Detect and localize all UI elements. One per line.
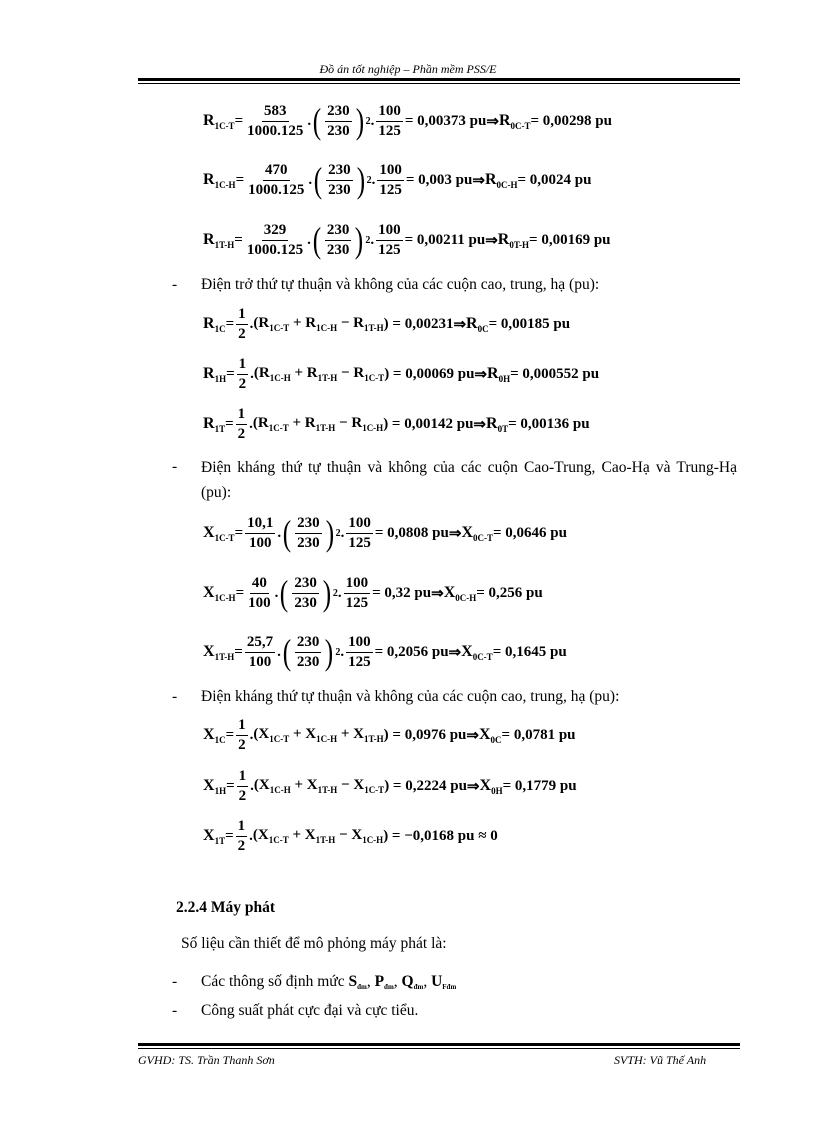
symbol-p: $P_{đm}$: [374, 973, 394, 991]
x-eq-base-ratio: $\frac{100}{125}$: [345, 574, 369, 611]
x-eq-result: = 0,0808 pu: [374, 524, 449, 541]
r-half-eq-lhs: $R_{1H}$: [203, 364, 227, 384]
x-half-eq-zero-seq: $X_{0H}$: [479, 776, 503, 796]
r-half-eq-zero-seq: $R_{0C}$: [466, 314, 489, 334]
symbol-q: $Q_{đm}$: [401, 973, 424, 991]
r-eq-zero-seq: $R_{0T-H}$: [497, 230, 530, 250]
x-half-eq-result: ) = 0,2224 pu: [384, 777, 467, 794]
r-half-eq-row: $R_{1T}$ = $\frac{1}{2}$ . ($R_{1C-T} + R_{1T-H} - R_{1C-H}$ ) = 0,00142 pu ⇒ $R_{0T}$ = 0,00136 pu: [203, 405, 590, 442]
r-half-eq-sum: ($R_{1C-H} + R_{1T-H} - R_{1C-T}$: [253, 365, 385, 383]
x-eq-row: $X_{1T-H}$ = $\frac{25,7}{100}$ . ( $\frac{230}{230}$ ) 2 . $\frac{100}{125}$ = 0,2056 pu ⇒ $X_{0C-T}$ = 0,1645 pu: [203, 632, 567, 672]
x-half-eq-sum: ($X_{1C-T} + X_{1T-H} - X_{1C-H}$: [252, 827, 384, 845]
r-half-eq-arrow: ⇒: [473, 416, 486, 433]
footer-rule-thin: [138, 1048, 740, 1049]
r-half-eq-sum: ($R_{1C-T} + R_{1T-H} - R_{1C-H}$: [252, 415, 384, 433]
r-eq-voltage-ratio: $\frac{230}{230}$: [328, 161, 351, 198]
r-eq-result: = 0,00373 pu: [404, 112, 487, 129]
r-eq-exponent: 2: [365, 234, 371, 246]
x-half-eq-arrow: ⇒: [466, 778, 480, 795]
r-eq-lhs: $R_{1C-T}$: [203, 111, 235, 131]
page-header-title: Đồ án tốt nghiệp – Phần mềm PSS/E: [319, 62, 497, 76]
footer-rule-thick: [138, 1043, 740, 1046]
r-eq-arrow: ⇒: [472, 172, 485, 189]
x-eq-base-ratio: $\frac{100}{125}$: [348, 633, 371, 670]
x-eq-zero-seq: $X_{0C-H}$: [443, 583, 477, 603]
r-half-eq-half: $\frac{1}{2}$: [238, 355, 247, 392]
x-eq-lhs: $X_{1C-T}$: [203, 523, 235, 543]
x-eq-result: = 0,32 pu: [372, 584, 432, 601]
r-half-eq-arrow: ⇒: [453, 316, 467, 333]
bullet-dash: -: [172, 458, 178, 475]
r-eq-result: = 0,00211 pu: [404, 231, 486, 248]
x-eq-zero-result: = 0,1645 pu: [492, 643, 567, 660]
x-half-eq-arrow: ⇒: [466, 727, 479, 744]
section-heading: 2.2.4 Máy phát: [176, 899, 276, 916]
bullet-reactance-windings-text: Điện kháng thứ tự thuận và không của các cuộn cao, trung, hạ (pu):: [201, 688, 620, 705]
header-rule-thick: [138, 78, 740, 81]
r-eq-row: $R_{1T-H}$ = $\frac{329}{1000.125}$ . ( $\frac{230}{230}$ ) 2 . $\frac{100}{125}$ = 0,00211 pu ⇒ $R_{0T-H}$ = 0,00169 pu: [203, 220, 611, 260]
r-half-eq-lhs: $R_{1T}$: [203, 414, 226, 434]
x-half-eq-sum: ($X_{1C-T} + X_{1C-H} + X_{1T-H}$: [253, 726, 384, 744]
x-half-eq-sum: ($X_{1C-H} + X_{1T-H} - X_{1C-T}$: [253, 777, 385, 795]
bullet-reactance-pairs-text: Điện kháng thứ tự thuận và không của các cuộn Cao-Trung, Cao-Hạ và Trung-Hạ (pu):: [201, 459, 737, 501]
x-half-eq-zero-seq: $X_{0C}$: [478, 725, 502, 745]
r-eq-exponent: 2: [366, 174, 372, 186]
x-eq-zero-seq: $X_{0C-T}$: [461, 523, 493, 543]
x-eq-arrow: ⇒: [431, 585, 444, 602]
x-eq-voltage-ratio: $\frac{230}{230}$: [294, 574, 317, 611]
r-eq-fraction: $\frac{329}{1000.125}$: [246, 221, 304, 258]
x-eq-exponent: 2: [332, 587, 338, 599]
r-half-eq-zero-result: = 0,00136 pu: [508, 415, 590, 432]
r-half-eq-sum: ($R_{1C-T} + R_{1C-H} - R_{1T-H}$: [253, 315, 384, 333]
x-half-eq-half: $\frac{1}{2}$: [237, 817, 246, 854]
x-half-eq-half: $\frac{1}{2}$: [238, 716, 246, 753]
r-half-eq-arrow: ⇒: [474, 366, 487, 383]
x-half-eq-lhs: $X_{1T}$: [203, 826, 226, 846]
x-eq-arrow: ⇒: [448, 644, 462, 661]
r-half-eq-row: $R_{1H}$ = $\frac{1}{2}$ . ($R_{1C-H} + R_{1T-H} - R_{1C-T}$ ) = 0,00069 pu ⇒ $R_{0H}$ = 0,000552 pu: [203, 355, 600, 392]
symbol-s: $S_{đm}$: [348, 973, 367, 991]
r-half-eq-zero-result: = 0,000552 pu: [510, 365, 600, 382]
r-eq-base-ratio: $\frac{100}{125}$: [379, 161, 402, 198]
x-eq-arrow: ⇒: [448, 525, 462, 542]
bullet-dash: -: [172, 276, 178, 293]
x-half-eq-lhs: $X_{1H}$: [203, 776, 227, 796]
footer-supervisor: GVHD: TS. Trần Thanh Sơn: [138, 1053, 275, 1067]
r-eq-zero-result: = 0,00169 pu: [529, 231, 611, 248]
r-eq-fraction: $\frac{470}{1000.125}$: [248, 161, 305, 198]
x-eq-voltage-ratio: $\frac{230}{230}$: [296, 633, 320, 670]
bullet-dash: -: [172, 688, 178, 705]
x-half-eq-row: $X_{1H}$ = $\frac{1}{2}$ . ($X_{1C-H} + X_{1T-H} - X_{1C-T}$ ) = 0,2224 pu ⇒ $X_{0H}$ = 0,1779 pu: [203, 767, 577, 804]
x-eq-zero-result: = 0,256 pu: [476, 584, 543, 601]
x-eq-zero-seq: $X_{0C-T}$: [461, 642, 493, 662]
r-eq-zero-result: = 0,0024 pu: [517, 171, 592, 188]
r-eq-zero-seq: $R_{0C-T}$: [498, 111, 531, 131]
r-half-eq-zero-seq: $R_{0H}$: [487, 364, 511, 384]
r-half-eq-half: $\frac{1}{2}$: [237, 405, 246, 442]
r-eq-arrow: ⇒: [486, 113, 499, 130]
bullet-dash: -: [172, 1002, 178, 1019]
r-eq-lhs: $R_{1C-H}$: [203, 170, 236, 190]
x-eq-exponent: 2: [335, 646, 341, 658]
r-eq-lhs: $R_{1T-H}$: [203, 230, 235, 250]
x-half-eq-result: ) = 0,0976 pu: [383, 726, 467, 743]
x-half-eq-lhs: $X_{1C}$: [203, 725, 226, 745]
x-eq-fraction: $\frac{10,1}{100}$: [247, 514, 274, 551]
x-eq-voltage-ratio: $\frac{230}{230}$: [297, 514, 320, 551]
x-eq-fraction: $\frac{25,7}{100}$: [246, 633, 274, 670]
x-half-eq-result: ) = −0,0168 pu ≈ 0: [383, 827, 498, 844]
r-half-eq-row: $R_{1C}$ = $\frac{1}{2}$ . ($R_{1C-T} + R_{1C-H} - R_{1T-H}$ ) = 0,00231 ⇒ $R_{0C}$ = 0,00185 pu: [203, 305, 571, 342]
x-eq-row: $X_{1C-H}$ = $\frac{40}{100}$ . ( $\frac{230}{230}$ ) 2 . $\frac{100}{125}$ = 0,32 pu ⇒ $X_{0C-H}$ = 0,256 pu: [203, 573, 543, 613]
x-half-eq-zero-result: = 0,1779 pu: [502, 777, 577, 794]
x-eq-result: = 0,2056 pu: [374, 643, 449, 660]
footer-student: SVTH: Vũ Thế Anh: [614, 1053, 707, 1067]
x-eq-base-ratio: $\frac{100}{125}$: [348, 514, 371, 551]
r-eq-zero-seq: $R_{0C-H}$: [484, 170, 518, 190]
r-half-eq-zero-result: = 0,00185 pu: [488, 315, 571, 332]
x-half-eq-zero-result: = 0,0781 pu: [501, 726, 576, 743]
bullet-resistance-text: Điện trở thứ tự thuận và không của các cuộn cao, trung, hạ (pu):: [201, 276, 600, 293]
r-half-eq-result: ) = 0,00069 pu: [384, 365, 475, 382]
r-eq-row: $R_{1C-T}$ = $\frac{583}{1000.125}$ . ( $\frac{230}{230}$ ) 2 . $\frac{100}{125}$ = 0,00373 pu ⇒ $R_{0C-T}$ = 0,00298 pu: [203, 101, 612, 141]
section-paragraph: Số liệu cần thiết để mô phỏng máy phát là:: [181, 935, 447, 952]
r-half-eq-zero-seq: $R_{0T}$: [486, 414, 509, 434]
r-eq-arrow: ⇒: [485, 232, 498, 249]
r-eq-base-ratio: $\frac{100}{125}$: [378, 221, 401, 258]
x-eq-fraction: $\frac{40}{100}$: [248, 574, 271, 611]
r-eq-voltage-ratio: $\frac{230}{230}$: [327, 102, 350, 139]
r-eq-row: $R_{1C-H}$ = $\frac{470}{1000.125}$ . ( $\frac{230}{230}$ ) 2 . $\frac{100}{125}$ = 0,003 pu ⇒ $R_{0C-H}$ = 0,0024 pu: [203, 160, 592, 200]
r-eq-base-ratio: $\frac{100}{125}$: [378, 102, 401, 139]
header-rule-thin: [138, 83, 740, 84]
r-eq-voltage-ratio: $\frac{230}{230}$: [326, 221, 350, 258]
x-eq-lhs: $X_{1T-H}$: [203, 642, 235, 662]
bullet-power-limits-text: Công suất phát cực đại và cực tiểu.: [201, 1002, 419, 1019]
r-eq-fraction: $\frac{583}{1000.125}$: [247, 102, 304, 139]
x-half-eq-half: $\frac{1}{2}$: [238, 767, 247, 804]
bullet-dash: -: [172, 973, 178, 990]
x-eq-zero-result: = 0,0646 pu: [493, 524, 567, 541]
x-half-eq-row: $X_{1C}$ = $\frac{1}{2}$ . ($X_{1C-T} + X_{1C-H} + X_{1T-H}$ ) = 0,0976 pu ⇒ $X_{0C}$ = 0,0781 pu: [203, 716, 576, 753]
x-eq-lhs: $X_{1C-H}$: [203, 583, 236, 603]
r-half-eq-lhs: $R_{1C}$: [203, 314, 226, 334]
r-eq-zero-result: = 0,00298 pu: [530, 112, 612, 129]
r-eq-exponent: 2: [365, 115, 371, 127]
x-half-eq-row: $X_{1T}$ = $\frac{1}{2}$ . ($X_{1C-T} + X_{1T-H} - X_{1C-H}$ ) = −0,0168 pu ≈ 0: [203, 817, 498, 854]
rated-params-text: Các thông số định mức: [201, 973, 349, 990]
r-half-eq-result: ) = 0,00142 pu: [383, 415, 474, 432]
r-eq-result: = 0,003 pu: [405, 171, 473, 188]
r-half-eq-half: $\frac{1}{2}$: [238, 305, 246, 342]
r-half-eq-result: ) = 0,00231: [383, 315, 454, 332]
symbol-u: $U_{Fđm}$: [431, 973, 457, 991]
x-eq-exponent: 2: [335, 527, 341, 539]
x-eq-row: $X_{1C-T}$ = $\frac{10,1}{100}$ . ( $\frac{230}{230}$ ) 2 . $\frac{100}{125}$ = 0,0808 pu ⇒ $X_{0C-T}$ = 0,0646 pu: [203, 513, 567, 553]
